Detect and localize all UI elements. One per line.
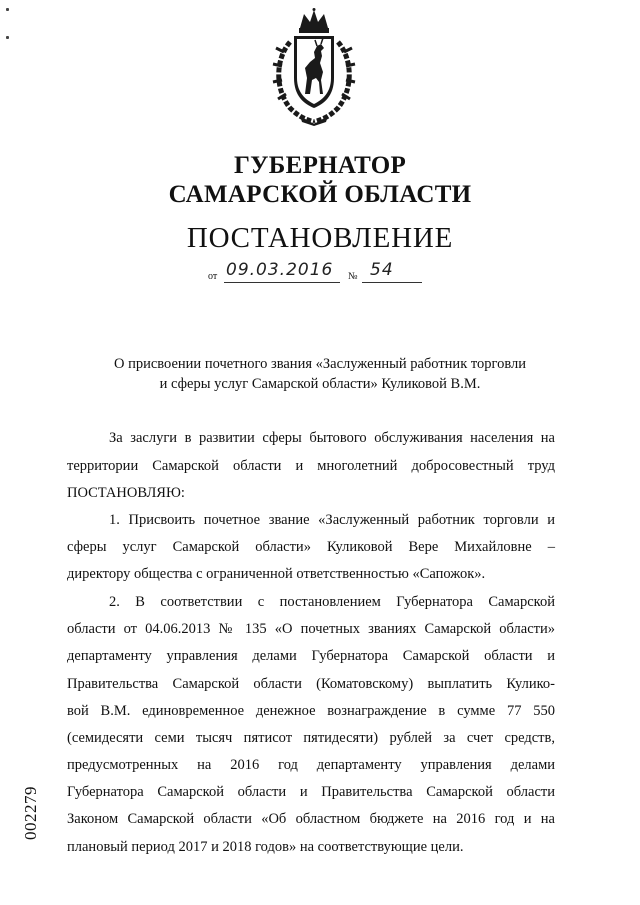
- handwritten-number: 54: [370, 260, 394, 280]
- body-line: плановый период 2017 и 2018 годов» на соответствующие цели.: [67, 839, 464, 855]
- handwritten-date: 09.03.2016: [226, 260, 334, 280]
- body-line: За заслуги в развитии сферы бытового обслуживания населения на: [109, 430, 555, 446]
- side-registration-stamp: [14, 773, 48, 853]
- document-type-heading: ПОСТАНОВЛЕНИЕ: [186, 222, 454, 254]
- body-line: (семидесяти семи тысяч пятисот пятидесяти) рублей за счет средств,: [67, 730, 555, 746]
- document-subject: [0, 354, 640, 394]
- body-line: Губернатора Самарской области и Правительства Самарской области: [67, 784, 555, 800]
- body-line: директору общества с ограниченной ответственностью «Сапожок».: [67, 566, 486, 582]
- body-line: 1. Присвоить почетное звание «Заслуженный работник торговли и: [109, 512, 555, 528]
- body-line: предусмотренных на 2016 год департаменту управления делами: [67, 757, 555, 773]
- body-line: вой В.М. единовременное денежное вознаграждение в сумме 77 550: [67, 703, 555, 719]
- body-line: 2. В соответствии с постановлением Губернатора Самарской: [109, 594, 555, 610]
- coat-of-arms-emblem: [270, 8, 358, 126]
- body-line: ПОСТАНОВЛЯЮ:: [67, 485, 185, 501]
- subject-line: О присвоении почетного звания «Заслуженный работник торговли: [114, 356, 526, 372]
- stamp-number: 002279: [21, 786, 40, 840]
- body-line: департаменту управления делами Губернатора Самарской области и: [67, 648, 555, 664]
- body-line: территории Самарской области и многолетний добросовестный труд: [67, 458, 555, 474]
- region-title: САМАРСКОЙ ОБЛАСТИ: [168, 181, 472, 208]
- number-prefix: №: [348, 271, 358, 282]
- governor-title: ГУБЕРНАТОР: [233, 152, 407, 179]
- date-underline: [224, 282, 340, 283]
- subject-line: и сферы услуг Самарской области» Куликовой В.М.: [159, 376, 481, 392]
- body-line: сферы услуг Самарской области» Куликовой Вере Михайловне –: [67, 539, 555, 555]
- body-line: Законом Самарской области «Об областном бюджете на 2016 год и на: [67, 811, 555, 827]
- number-underline: [362, 282, 422, 283]
- scan-mark: [6, 36, 9, 39]
- date-prefix: от: [208, 271, 218, 282]
- body-line: Правительства Самарской области (Коматовскому) выплатить Кулико-: [67, 676, 555, 692]
- scan-mark: [6, 8, 9, 11]
- body-line: области от 04.06.2013 № 135 «О почетных званиях Самарской области»: [67, 621, 555, 637]
